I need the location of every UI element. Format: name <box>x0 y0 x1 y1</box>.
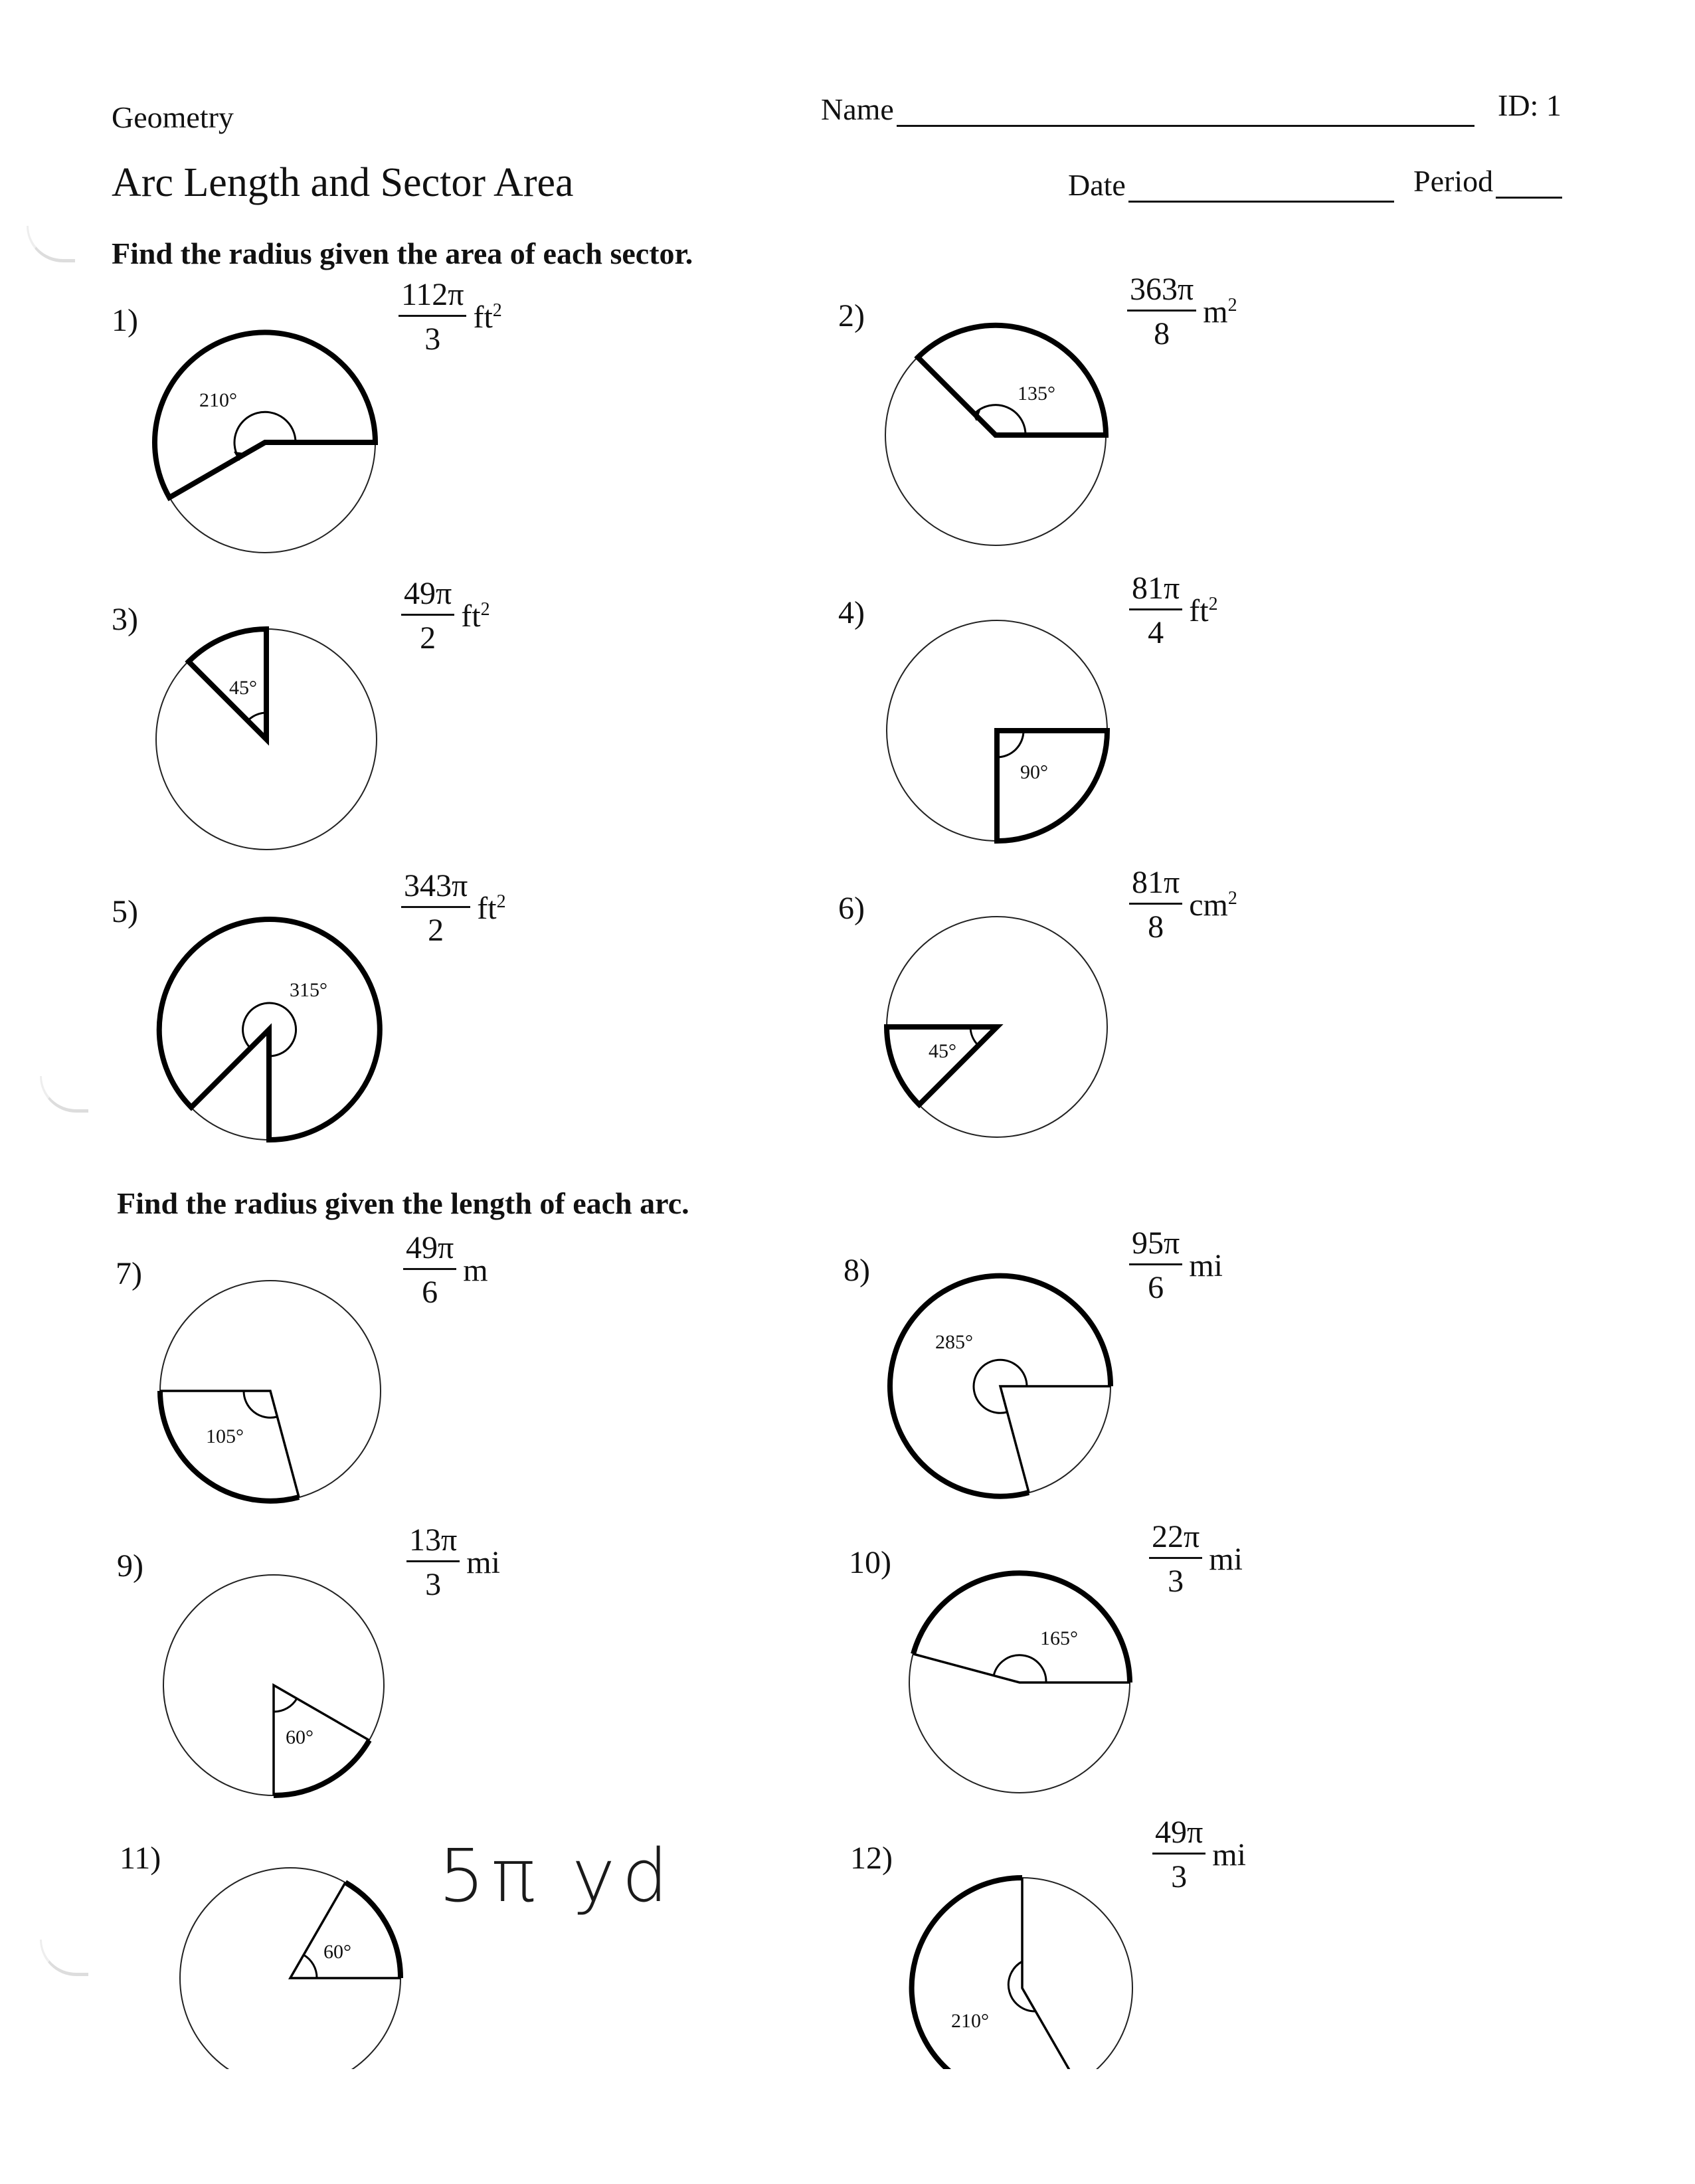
period-label: Period <box>1413 164 1494 198</box>
svg-text:90°: 90° <box>1020 761 1048 783</box>
svg-text:210°: 210° <box>951 2010 989 2032</box>
course-label: Geometry <box>112 100 234 134</box>
svg-text:315°: 315° <box>290 979 327 1001</box>
fraction-denominator: 3 <box>1171 1859 1188 1894</box>
fraction-numerator: 81π <box>1129 573 1182 610</box>
problem-1-number: 1) <box>112 303 138 338</box>
fraction-denominator: 8 <box>1154 316 1170 351</box>
svg-text:45°: 45° <box>229 677 257 699</box>
problem-3-number: 3) <box>112 602 138 637</box>
fraction-denominator: 3 <box>424 321 441 357</box>
problem-6-number: 6) <box>838 891 865 926</box>
svg-text:135°: 135° <box>1018 383 1055 405</box>
problem-4-sector-diagram <box>887 620 1107 841</box>
svg-text:60°: 60° <box>286 1726 313 1748</box>
fraction-denominator: 3 <box>425 1567 442 1602</box>
problem-5-sector-diagram <box>159 919 380 1140</box>
problem-11-sector-diagram <box>180 1868 401 2088</box>
fraction-denominator: 8 <box>1148 909 1164 945</box>
fraction-numerator: 49π <box>403 1232 456 1270</box>
problem-6-sector-diagram <box>887 917 1107 1137</box>
unit: $ft^2$ <box>473 300 502 335</box>
problem-12-number: 12) <box>850 1841 893 1876</box>
problem-3-sector-diagram <box>156 629 377 850</box>
date-label: Date <box>1068 168 1126 202</box>
problem-7-number: 7) <box>116 1256 142 1291</box>
unit: $cm^2$ <box>1189 887 1237 923</box>
problem-8-sector-diagram <box>890 1276 1111 1497</box>
fraction-numerator: 343π <box>401 870 470 908</box>
handwritten-answer: 5π yd <box>438 1833 675 1918</box>
fraction-denominator: 2 <box>428 913 444 948</box>
unit: mi <box>1212 1837 1246 1872</box>
problem-12-sector-diagram <box>912 1878 1132 2098</box>
problem-10-number: 10) <box>849 1545 891 1580</box>
fraction-numerator: 112π <box>399 279 466 317</box>
problem-4-number: 4) <box>838 595 865 630</box>
fraction-numerator: 81π <box>1129 867 1182 905</box>
unit: $ft^2$ <box>461 598 490 634</box>
problem-1-sector-diagram <box>155 332 375 553</box>
problem-2-number: 2) <box>838 298 865 333</box>
worksheet-id: ID: 1 <box>1498 88 1561 122</box>
unit: $ft^2$ <box>477 891 506 926</box>
problem-11-number: 11) <box>120 1841 161 1876</box>
fraction-numerator: 22π <box>1149 1521 1202 1559</box>
problem-5-number: 5) <box>112 894 138 929</box>
problem-9-number: 9) <box>117 1548 143 1584</box>
problem-10-sector-diagram <box>909 1572 1130 1793</box>
fraction-numerator: 49π <box>401 578 454 616</box>
fraction-numerator: 95π <box>1129 1228 1182 1265</box>
unit: mi <box>1189 1248 1223 1283</box>
problem-8-number: 8) <box>844 1253 870 1288</box>
name-label: Name <box>821 92 894 126</box>
fraction-numerator: 363π <box>1127 274 1196 312</box>
fraction-denominator: 6 <box>422 1275 438 1310</box>
fraction-denominator: 3 <box>1168 1564 1184 1599</box>
fraction-numerator: 13π <box>406 1524 460 1562</box>
svg-text:210°: 210° <box>199 389 237 411</box>
fraction-denominator: 4 <box>1148 615 1164 650</box>
unit: m <box>463 1253 488 1288</box>
worksheet-title: Arc Length and Sector Area <box>112 160 574 205</box>
fraction-denominator: 6 <box>1148 1270 1164 1305</box>
section-2-instruction: Find the radius given the length of each arc. <box>117 1186 689 1220</box>
problem-9-sector-diagram <box>163 1575 384 1795</box>
section-1-instruction: Find the radius given the area of each sector. <box>112 236 693 270</box>
unit: mi <box>1209 1542 1243 1577</box>
svg-text:45°: 45° <box>929 1040 956 1062</box>
svg-text:285°: 285° <box>935 1331 973 1353</box>
unit: $m^2$ <box>1203 294 1237 329</box>
problem-2-sector-diagram <box>885 325 1106 545</box>
unit: mi <box>466 1545 500 1580</box>
unit: $ft^2$ <box>1189 593 1218 628</box>
fraction-numerator: 49π <box>1152 1817 1205 1855</box>
problem-7-sector-diagram <box>160 1281 381 1501</box>
svg-text:105°: 105° <box>206 1425 244 1447</box>
svg-text:60°: 60° <box>323 1941 351 1963</box>
fraction-denominator: 2 <box>420 620 436 656</box>
svg-text:165°: 165° <box>1040 1627 1078 1649</box>
